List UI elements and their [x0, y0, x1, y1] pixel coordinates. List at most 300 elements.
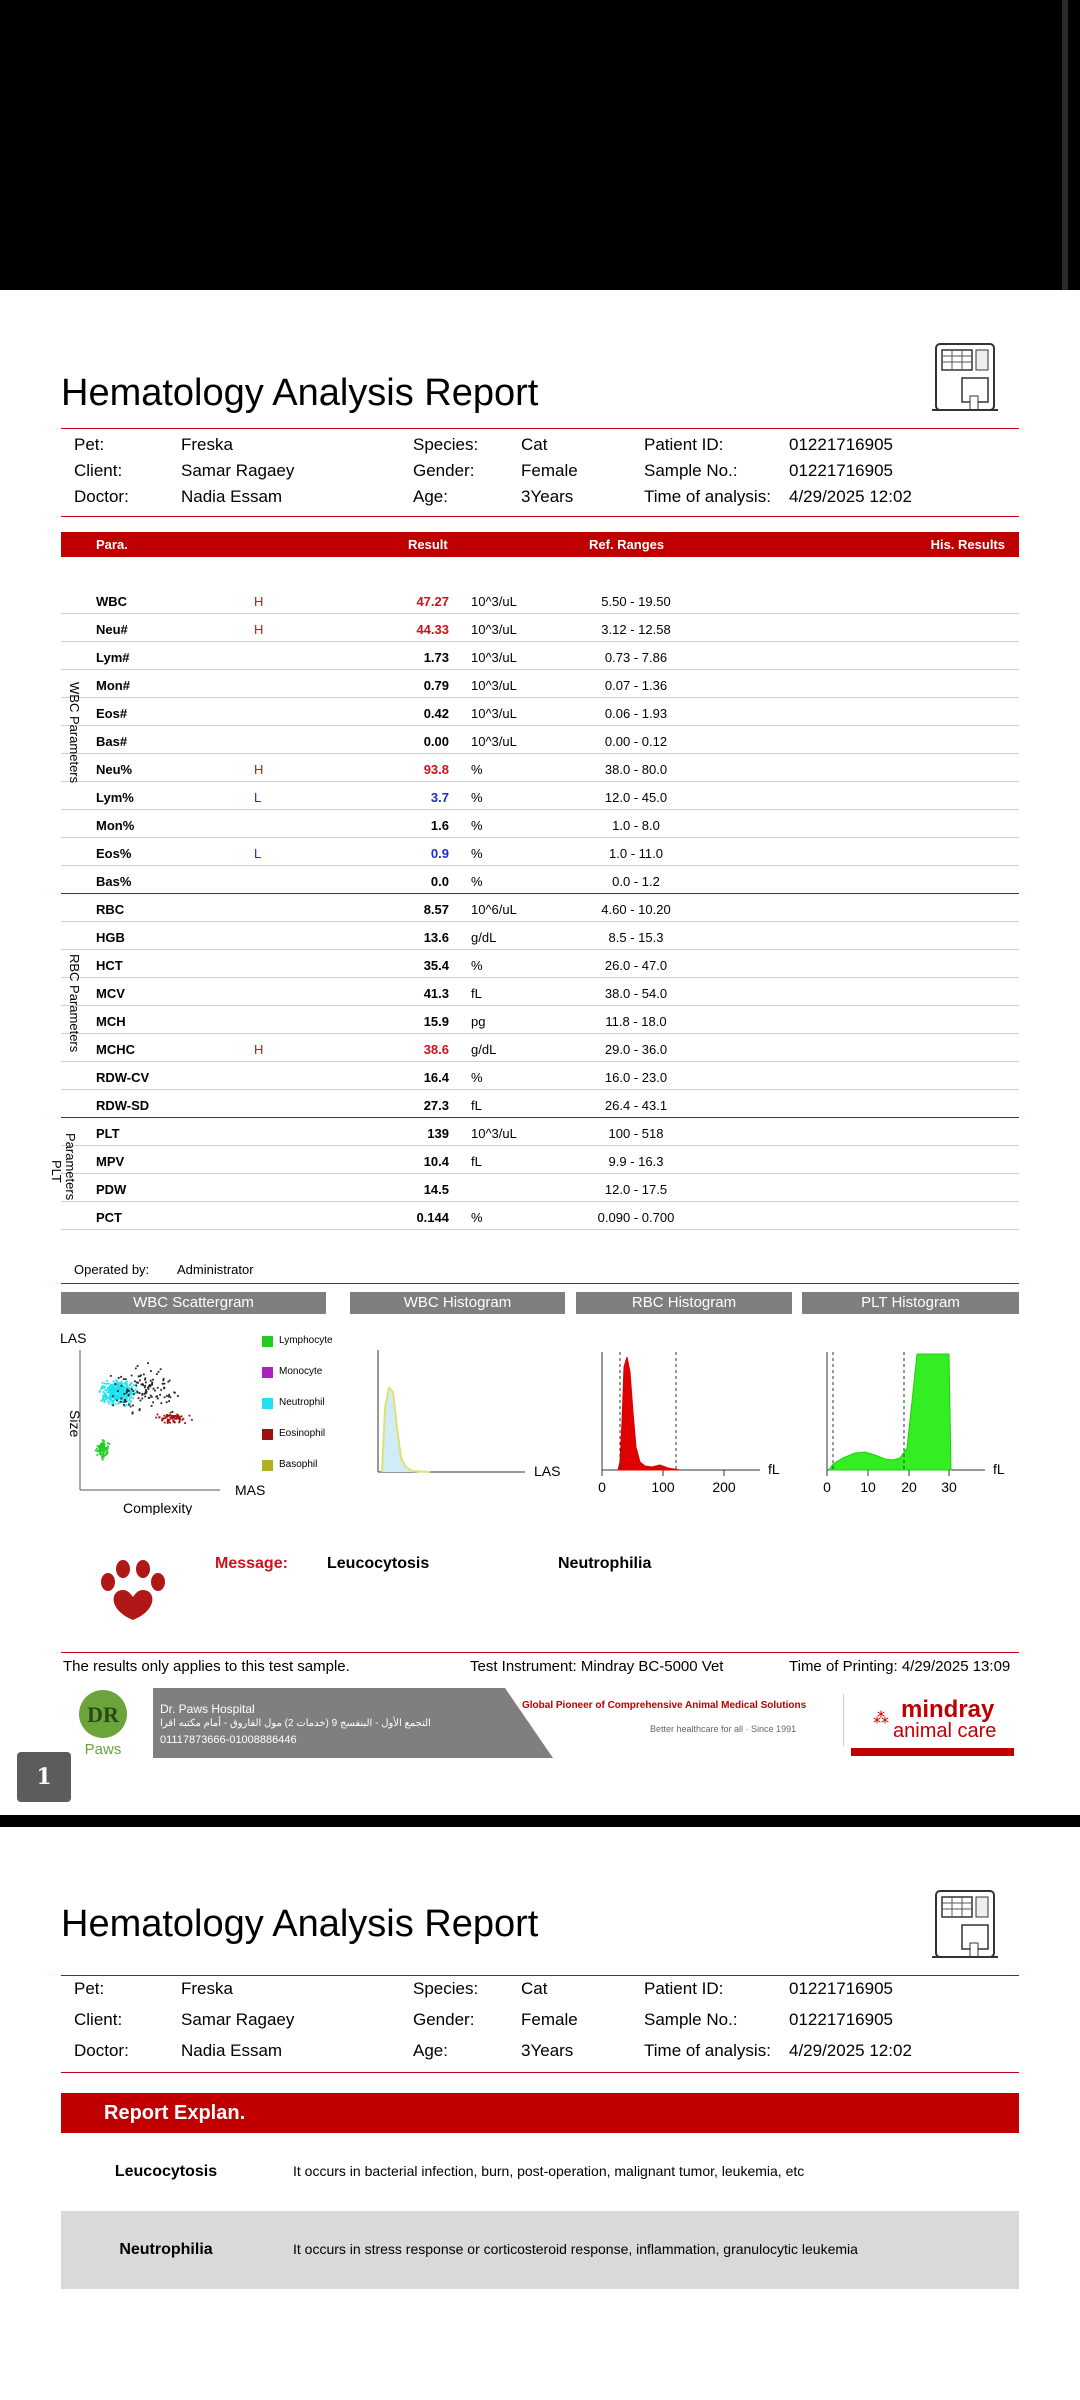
- unit: pg: [471, 1014, 486, 1029]
- param-name: Lym%: [96, 790, 134, 805]
- table-row: [61, 670, 1019, 698]
- result-value: 8.57: [423, 902, 449, 917]
- scatter-point: [125, 1397, 127, 1399]
- scatter-point: [133, 1384, 135, 1386]
- param-name: MPV: [96, 1154, 125, 1169]
- ref-low: 9.9: [608, 1154, 627, 1169]
- param-name: HCT: [96, 958, 123, 973]
- ref-range: [561, 818, 711, 833]
- ref-range: [561, 678, 711, 693]
- ref-high: 45.0: [641, 790, 668, 805]
- message-label: Message:: [215, 1555, 288, 1572]
- ref-range: [561, 734, 711, 749]
- range-dash: -: [630, 958, 642, 973]
- scatter-point: [153, 1388, 155, 1390]
- info-row-1: [61, 435, 1019, 461]
- scatter-point: [191, 1419, 193, 1421]
- ref-high: 15.3: [638, 930, 664, 945]
- scatter-point: [101, 1447, 103, 1449]
- scatter-point: [96, 1454, 98, 1456]
- ref-low: 16.0: [604, 1070, 631, 1085]
- scatter-point: [125, 1378, 127, 1380]
- scatter-point: [144, 1385, 146, 1387]
- ref-low: 0.73: [604, 650, 631, 665]
- scatter-point: [172, 1417, 174, 1419]
- doctor-value: Nadia Essam: [181, 2041, 283, 2060]
- scatter-point: [164, 1383, 166, 1385]
- dr-paws-logo-text: Paws: [84, 1741, 122, 1758]
- scatter-point: [96, 1448, 98, 1450]
- unit: fL: [471, 986, 482, 1001]
- scatter-point: [166, 1395, 168, 1397]
- analyzer-icon: [928, 338, 1002, 416]
- scatter-point: [145, 1382, 147, 1384]
- scatter-point: [103, 1443, 105, 1445]
- ref-low: 38.0: [604, 986, 631, 1001]
- scatter-point: [102, 1452, 104, 1454]
- flag-indicator: H: [254, 1042, 264, 1057]
- report-page-1: [0, 290, 1080, 1815]
- group-wbc-label: WBC Parameters: [67, 682, 82, 784]
- range-dash: -: [630, 1070, 642, 1085]
- legend-swatch: [262, 1367, 273, 1378]
- group-plt-label-2: PLT: [49, 1160, 64, 1183]
- patient-id-label: Patient ID:: [644, 435, 724, 454]
- scatter-point: [140, 1400, 142, 1402]
- flag-indicator: H: [254, 594, 264, 609]
- ref-range: [561, 1014, 711, 1029]
- plt-tick-30: 30: [941, 1479, 957, 1495]
- info-row-3: [61, 487, 1019, 513]
- scatter-point: [118, 1389, 120, 1391]
- ref-low: 100: [608, 1126, 631, 1141]
- scatter-point: [157, 1398, 159, 1400]
- scatter-point: [121, 1387, 123, 1389]
- table-row: [61, 1174, 1019, 1202]
- scatter-point: [105, 1452, 107, 1454]
- scatter-point: [160, 1389, 162, 1391]
- wbc-hist-x-end-label: LAS: [534, 1463, 561, 1479]
- ref-high: 80.0: [641, 762, 668, 777]
- group-rbc-label: RBC Parameters: [67, 954, 82, 1053]
- scatter-point: [107, 1447, 109, 1449]
- scatter-point: [174, 1415, 176, 1417]
- ref-high: 0.700: [641, 1210, 675, 1225]
- info-row-3-page-2: [61, 2041, 1019, 2067]
- table-row: [61, 810, 1019, 838]
- scatter-point: [142, 1383, 144, 1385]
- scatter-point: [145, 1391, 147, 1393]
- flag-indicator: L: [254, 846, 262, 861]
- footer-instrument: Test Instrument: Mindray BC-5000 Vet: [470, 1658, 724, 1675]
- page-break: [0, 1815, 1080, 1827]
- scatter-point: [98, 1446, 100, 1448]
- scatter-point: [139, 1392, 141, 1394]
- time-label: Time of analysis:: [644, 487, 771, 506]
- param-name: MCHC: [96, 1042, 135, 1057]
- footer-disclaimer: The results only applies to this test sample.: [63, 1658, 350, 1675]
- scatter-point: [121, 1398, 123, 1400]
- scatter-point: [156, 1373, 158, 1375]
- range-dash: -: [630, 1182, 642, 1197]
- param-name: Lym#: [96, 650, 130, 665]
- scatter-point: [103, 1385, 105, 1387]
- scatter-point: [181, 1416, 183, 1418]
- scatter-point: [98, 1449, 100, 1451]
- scatter-point: [164, 1396, 166, 1398]
- sample-no-label: Sample No.:: [644, 461, 738, 480]
- result-value: 14.5: [423, 1182, 449, 1197]
- table-row: [61, 894, 1019, 922]
- scatter-point: [103, 1396, 105, 1398]
- scatter-point: [130, 1400, 132, 1402]
- table-header: [61, 532, 1019, 557]
- species-label: Species:: [413, 1979, 479, 1998]
- range-dash: -: [626, 622, 639, 637]
- ref-low: 26.4: [604, 1098, 631, 1113]
- scatter-point: [120, 1390, 122, 1392]
- age-value: 3Years: [521, 2041, 574, 2060]
- scatter-point: [159, 1394, 161, 1396]
- group-plt-label: Parameters: [63, 1133, 78, 1201]
- scatter-point: [112, 1404, 114, 1406]
- scatter-point: [117, 1390, 119, 1392]
- scatter-point: [184, 1422, 186, 1424]
- scatter-point: [139, 1380, 141, 1382]
- scatter-point: [136, 1391, 138, 1393]
- result-value: 0.0: [430, 874, 449, 889]
- doctor-label: Doctor:: [74, 2041, 129, 2060]
- scatter-point: [102, 1444, 104, 1446]
- header-divider: [61, 428, 1019, 429]
- ref-low: 0.06: [604, 706, 631, 721]
- result-value: 15.9: [423, 1014, 449, 1029]
- table-row: [61, 978, 1019, 1006]
- ref-low: 0.07: [604, 678, 631, 693]
- unit: g/dL: [471, 930, 497, 945]
- scatter-point: [126, 1404, 128, 1406]
- scatter-point: [128, 1404, 130, 1406]
- pet-label: Pet:: [74, 1979, 105, 1998]
- scatter-point: [109, 1389, 111, 1391]
- scatter-point: [121, 1395, 123, 1397]
- ref-high: 18.0: [641, 1014, 667, 1029]
- scatter-point: [104, 1386, 106, 1388]
- table-row: [61, 754, 1019, 782]
- param-name: RDW-CV: [96, 1070, 150, 1085]
- explanation-term: Neutrophilia: [119, 2241, 213, 2258]
- ref-range: [561, 650, 711, 665]
- report-explan-label: Report Explan.: [104, 2102, 246, 2124]
- table-row: [61, 1090, 1019, 1118]
- patient-id-value: 01221716905: [789, 435, 894, 454]
- plt-histogram: [815, 1352, 1025, 1512]
- scatter-point: [123, 1404, 125, 1406]
- flag-indicator: H: [254, 762, 264, 777]
- scatter-point: [106, 1380, 108, 1382]
- scatter-point: [135, 1368, 137, 1370]
- unit: %: [471, 790, 483, 805]
- scatter-point: [144, 1396, 146, 1398]
- scatter-point: [181, 1419, 183, 1421]
- header-his-results: His. Results: [930, 537, 1005, 552]
- scatter-point: [147, 1387, 149, 1389]
- ref-high: 47.0: [641, 958, 668, 973]
- ref-high: 23.0: [641, 1070, 668, 1085]
- explanation-desc: It occurs in stress response or corticosteroid response, inflammation, granulocytic leukemia: [293, 2241, 858, 2257]
- table-row: [61, 726, 1019, 754]
- scatter-point: [151, 1405, 153, 1407]
- scatter-point: [169, 1422, 171, 1424]
- scatter-point: [124, 1386, 126, 1388]
- ref-high: 8.0: [641, 818, 660, 833]
- plt-tick-10: 10: [860, 1479, 876, 1495]
- result-value: 139: [427, 1126, 449, 1141]
- page-number-badge[interactable]: 1: [17, 1752, 71, 1802]
- scatter-point: [118, 1403, 120, 1405]
- scatter-point: [103, 1446, 105, 1448]
- scatter-point: [113, 1399, 115, 1401]
- scatter-point: [176, 1414, 178, 1416]
- scatter-point: [168, 1394, 170, 1396]
- time-value: 4/29/2025 12:02: [789, 487, 912, 506]
- ref-low: 11.8: [605, 1014, 630, 1029]
- table-row: [61, 866, 1019, 894]
- scatter-point: [154, 1390, 156, 1392]
- scatter-point: [124, 1401, 126, 1403]
- range-dash: -: [630, 1042, 642, 1057]
- range-dash: -: [630, 1210, 642, 1225]
- scatter-point: [115, 1393, 117, 1395]
- header-para: Para.: [96, 537, 128, 552]
- scatter-point: [163, 1378, 165, 1380]
- param-name: MCV: [96, 986, 125, 1001]
- scatter-point: [118, 1383, 120, 1385]
- info-divider-page-2: [61, 2072, 1019, 2073]
- scatter-point: [189, 1415, 191, 1417]
- scatter-point: [105, 1398, 107, 1400]
- sample-no-value: 01221716905: [789, 461, 894, 480]
- dr-paws-logo: [72, 1688, 134, 1758]
- scatter-point: [103, 1440, 105, 1442]
- scatter-point: [118, 1377, 120, 1379]
- unit: 10^3/uL: [471, 678, 517, 693]
- message-item-1: Leucocytosis: [327, 1555, 430, 1572]
- result-value: 0.144: [416, 1210, 449, 1225]
- plt-tick-20: 20: [901, 1479, 917, 1495]
- scatter-point: [172, 1419, 174, 1421]
- scatter-point: [155, 1417, 157, 1419]
- info-row-2-page-2: [61, 2010, 1019, 2036]
- pet-value: Freska: [181, 1979, 233, 1998]
- range-dash: -: [630, 650, 642, 665]
- range-dash: -: [630, 762, 642, 777]
- scatter-point: [95, 1450, 97, 1452]
- param-name: RDW-SD: [96, 1098, 150, 1113]
- species-value: Cat: [521, 1979, 548, 1998]
- legend-swatch: [262, 1460, 273, 1471]
- range-dash: -: [630, 706, 642, 721]
- scatter-point: [162, 1380, 164, 1382]
- range-dash: -: [627, 846, 639, 861]
- scatter-point: [116, 1400, 118, 1402]
- scatter-point: [107, 1397, 109, 1399]
- table-row: [61, 698, 1019, 726]
- unit: fL: [471, 1154, 482, 1169]
- scatter-x-label: Complexity: [123, 1500, 193, 1515]
- ref-range: [561, 846, 711, 861]
- unit: %: [471, 1070, 483, 1085]
- sample-no-value: 01221716905: [789, 2010, 894, 2029]
- species-value: Cat: [521, 435, 548, 454]
- client-value: Samar Ragaey: [181, 2010, 295, 2029]
- unit: %: [471, 762, 483, 777]
- scatter-point: [135, 1384, 137, 1386]
- time-label: Time of analysis:: [644, 2041, 771, 2060]
- species-label: Species:: [413, 435, 479, 454]
- ref-low: 26.0: [604, 958, 631, 973]
- param-name: HGB: [96, 930, 125, 945]
- sample-no-label: Sample No.:: [644, 2010, 738, 2029]
- scatter-point: [126, 1392, 128, 1394]
- scatter-point: [150, 1380, 152, 1382]
- unit: fL: [471, 1098, 482, 1113]
- table-row: [61, 1118, 1019, 1146]
- ref-high: 7.86: [641, 650, 668, 665]
- scatter-point: [130, 1396, 132, 1398]
- scatter-point: [174, 1418, 176, 1420]
- report-title: Hematology Analysis Report: [61, 372, 539, 414]
- info-row-1-page-2: [61, 1979, 1019, 2005]
- footer-banner: [153, 1688, 1013, 1758]
- banner-red-stripe: [851, 1748, 1014, 1756]
- ref-low: 38.0: [604, 762, 631, 777]
- scatter-point: [143, 1374, 145, 1376]
- unit: 10^3/uL: [471, 622, 517, 637]
- scatter-point: [102, 1459, 104, 1461]
- scatter-point: [177, 1415, 179, 1417]
- wbc-scattergram: [50, 1330, 350, 1515]
- ref-high: 54.0: [641, 986, 668, 1001]
- scatter-point: [147, 1362, 149, 1364]
- range-dash: -: [630, 986, 642, 1001]
- scatter-point: [141, 1398, 143, 1400]
- scatter-point: [157, 1387, 159, 1389]
- svg-text:DR: DR: [87, 1702, 119, 1727]
- ref-range: [561, 790, 711, 805]
- ref-high: 11.0: [638, 846, 663, 861]
- table-row: [61, 922, 1019, 950]
- scatter-point: [141, 1394, 143, 1396]
- range-dash: -: [626, 1154, 639, 1169]
- top-black-area: [0, 0, 1080, 290]
- scatter-point: [116, 1385, 118, 1387]
- scatter-point: [173, 1392, 175, 1394]
- banner-separator: [843, 1694, 844, 1746]
- result-value: 27.3: [423, 1098, 449, 1113]
- scatter-point: [160, 1402, 162, 1404]
- scatter-point: [148, 1397, 150, 1399]
- scatter-point: [126, 1386, 128, 1388]
- plt-tick-0: 0: [823, 1479, 831, 1495]
- patient-id-value: 01221716905: [789, 1979, 894, 1998]
- scatter-point: [179, 1418, 181, 1420]
- unit: %: [471, 818, 483, 833]
- doctor-value: Nadia Essam: [181, 487, 283, 506]
- ref-range: [561, 762, 711, 777]
- scatter-point: [108, 1403, 110, 1405]
- scatter-point: [107, 1446, 109, 1448]
- param-name: Bas%: [96, 874, 132, 889]
- scatter-point: [122, 1383, 124, 1385]
- gender-value: Female: [521, 461, 578, 480]
- ref-high: 19.50: [638, 594, 671, 609]
- paw-icon: [98, 1560, 170, 1622]
- scatter-point: [171, 1415, 173, 1417]
- ref-low: 3.12: [601, 622, 627, 637]
- legend-item: Neutrophil: [279, 1397, 325, 1408]
- scatter-point: [134, 1380, 136, 1382]
- scatter-point: [125, 1401, 127, 1403]
- scatter-point: [131, 1388, 133, 1390]
- param-name: Eos%: [96, 846, 132, 861]
- scatter-point: [121, 1385, 123, 1387]
- scatter-point: [105, 1393, 107, 1395]
- result-value: 44.33: [416, 622, 449, 637]
- scatter-point: [169, 1380, 171, 1382]
- range-dash: -: [630, 678, 642, 693]
- param-name: WBC: [96, 594, 128, 609]
- scatter-point: [125, 1382, 127, 1384]
- scatter-point: [100, 1453, 102, 1455]
- rbc-tick-200: 200: [712, 1479, 736, 1495]
- ref-range: [561, 958, 711, 973]
- scatter-point: [126, 1390, 128, 1392]
- param-name: Eos#: [96, 706, 128, 721]
- scatter-point: [114, 1388, 116, 1390]
- scatter-point: [116, 1381, 118, 1383]
- unit: %: [471, 846, 483, 861]
- legend-item: Monocyte: [279, 1366, 323, 1377]
- ref-low: 4.60: [601, 902, 627, 917]
- scatter-point: [103, 1451, 105, 1453]
- ref-range: [561, 622, 711, 637]
- ref-range: [561, 874, 711, 889]
- explanation-desc: It occurs in bacterial infection, burn, post-operation, malignant tumor, leukemia, etc: [293, 2163, 805, 2179]
- scatter-point: [177, 1395, 179, 1397]
- unit: 10^3/uL: [471, 1126, 517, 1141]
- scatter-point: [130, 1406, 132, 1408]
- result-value: 38.6: [423, 1042, 449, 1057]
- scatter-point: [167, 1419, 169, 1421]
- table-row: [61, 838, 1019, 866]
- footer-divider: [61, 1652, 1019, 1653]
- scatter-point: [128, 1387, 130, 1389]
- gender-value: Female: [521, 2010, 578, 2029]
- scatter-point: [111, 1387, 113, 1389]
- scatter-point: [138, 1397, 140, 1399]
- scatter-point: [102, 1382, 104, 1384]
- message-item-2: Neutrophilia: [558, 1555, 652, 1572]
- scatter-point: [103, 1455, 105, 1457]
- table-row: [61, 1202, 1019, 1230]
- scatter-point: [168, 1396, 170, 1398]
- ref-low: 12.0: [604, 790, 631, 805]
- range-dash: -: [626, 594, 639, 609]
- scatter-point: [150, 1370, 152, 1372]
- unit: %: [471, 958, 483, 973]
- scatter-point: [139, 1409, 141, 1411]
